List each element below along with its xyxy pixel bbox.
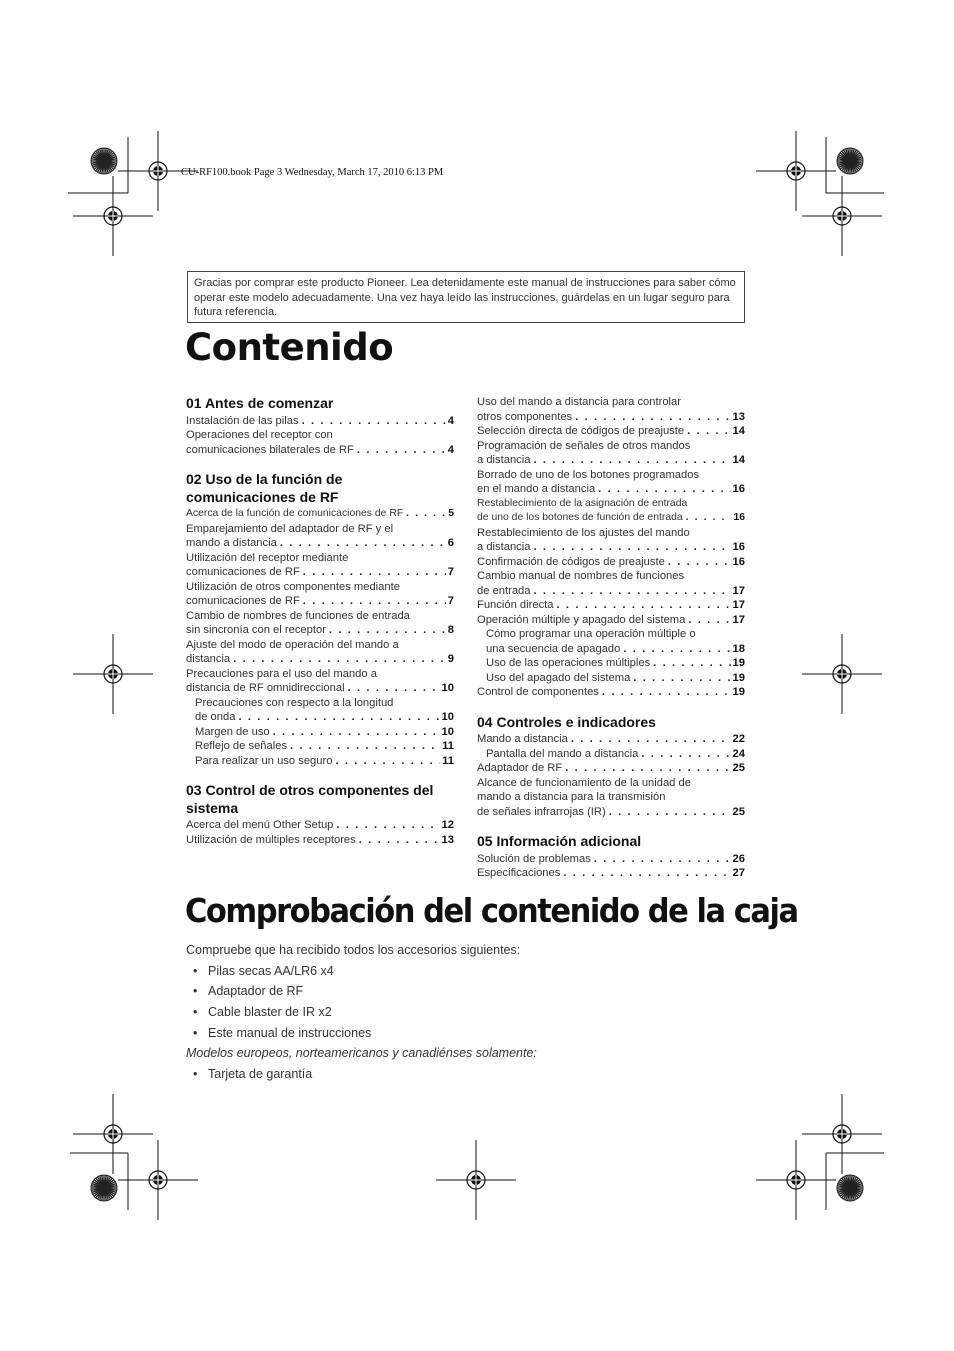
toc-entry (477, 685, 745, 700)
accessory-item: • Este manual de instrucciones (186, 1023, 746, 1044)
toc-page-number: 22 (732, 733, 745, 745)
toc-entry-text: Confirmación de códigos de preajuste (477, 555, 665, 568)
toc-page-number: 12 (441, 819, 454, 831)
toc-entry-text: Margen de uso (195, 725, 270, 738)
toc-entry-text: Control de componentes (477, 686, 599, 698)
toc-entry-line: Cambio manual de nombres de funciones (477, 570, 685, 582)
toc-entry (477, 747, 745, 762)
toc-entry-text: Mando a distancia (477, 733, 568, 745)
toc-entry-row (186, 623, 454, 638)
toc-entry-text: Pantalla del mando a distancia (486, 747, 639, 760)
accessory-list-extra (186, 1064, 746, 1085)
toc-leader-dots (630, 671, 730, 686)
toc-entry-row (186, 507, 454, 522)
toc-entry-row (195, 710, 454, 725)
toc-entry-line: mando a distancia para la transmisión (477, 791, 666, 803)
toc-leader-dots (665, 555, 731, 570)
toc-page-number: 11 (442, 754, 454, 767)
toc-entry-row (486, 642, 745, 657)
toc-entry-text: Operación múltiple y apagado del sistema (477, 613, 686, 626)
toc-section-heading: 05 Información adicional (477, 833, 642, 849)
toc-page-number: 19 (732, 657, 745, 669)
toc-entry-row (195, 739, 454, 754)
toc-entry-text: Acerca de la función de comunicaciones de RF (186, 508, 404, 519)
box-contents-intro: Compruebe que ha recibido todos los accesorios siguientes: (186, 943, 521, 957)
toc-entry-row (477, 555, 745, 570)
toc-entry-line: Cambio de nombres de funciones de entrada (186, 609, 410, 622)
toc-entry (186, 522, 454, 551)
toc-page-number: 16 (732, 541, 745, 553)
toc-entry-text: comunicaciones de RF (186, 595, 300, 607)
accessory-list (186, 961, 746, 1044)
toc-entry (186, 638, 454, 667)
toc-page-number: 24 (732, 747, 745, 760)
toc-leader-dots (287, 739, 440, 754)
toc-entry (186, 428, 454, 457)
toc-entry-line: Operaciones del receptor con (186, 429, 333, 441)
toc-entry-row (477, 866, 745, 881)
toc-page-number: 11 (442, 740, 454, 752)
toc-entry-row (477, 598, 745, 613)
toc-entry-text: Utilización de múltiples receptores (186, 833, 356, 846)
toc-entry (186, 818, 454, 833)
toc-entry (477, 439, 745, 468)
toc-entry (186, 739, 454, 754)
toc-entry (477, 569, 745, 598)
toc-page-number: 18 (732, 642, 745, 655)
contents-title: Contenido (185, 326, 394, 369)
toc-page-number: 19 (732, 686, 745, 698)
toc-entry (186, 696, 454, 725)
toc-section-heading: 01 Antes de comenzar (186, 395, 334, 411)
toc-page-number: 10 (441, 711, 454, 723)
toc-entry-row (186, 443, 454, 458)
toc-leader-dots (591, 852, 731, 867)
toc-entry-row (477, 685, 745, 700)
toc-entry (186, 580, 454, 609)
toc-leader-dots (685, 613, 730, 628)
toc-entry-text: Selección directa de códigos de preajuste (477, 425, 685, 437)
toc-leader-dots (684, 424, 730, 439)
toc-leader-dots (235, 710, 439, 725)
toc-leader-dots (277, 536, 446, 551)
toc-entry (186, 667, 454, 696)
toc-entry-row (477, 410, 745, 425)
toc-entry-line: Precauciones para el uso del mando a (186, 667, 377, 680)
toc-entry-line: Restablecimiento de la asignación de entrada (477, 497, 688, 509)
toc-entry-line: Cómo programar una operación múltiple o (486, 628, 696, 640)
toc-entry-row (477, 511, 745, 526)
toc-entry-text: Función directa (477, 599, 554, 611)
toc-page-number: 4 (447, 443, 454, 456)
toc-entry (477, 395, 745, 424)
toc-page-number: 13 (732, 410, 745, 423)
toc-page-number: 14 (732, 454, 745, 466)
toc-entry (186, 609, 454, 638)
toc-page-number: 7 (447, 566, 454, 578)
toc-page-number: 17 (732, 584, 745, 597)
toc-leader-dots (531, 540, 731, 555)
toc-entry-text: sin sincronía con el receptor (186, 624, 326, 636)
toc-entry-row (186, 536, 454, 551)
toc-leader-dots (599, 685, 731, 700)
toc-entry-row (477, 482, 745, 497)
toc-entry-text: Acerca del menú Other Setup (186, 819, 334, 831)
toc-entry-line: Alcance de funcionamiento de la unidad de (477, 776, 691, 789)
toc-entry-row (486, 671, 745, 686)
toc-entry-line: Emparejamiento del adaptador de RF y el (186, 522, 394, 535)
toc-entry-text: Instalación de las pilas (186, 414, 299, 427)
toc-entry-line: Restablecimiento de los ajustes del mando (477, 526, 690, 539)
toc-page-number: 8 (447, 624, 454, 636)
toc-entry (477, 598, 745, 613)
box-contents-section (186, 940, 746, 1085)
toc-entry (477, 761, 745, 776)
toc-entry-text: de uno de los botones de función de entrada (477, 512, 683, 523)
toc-entry (477, 671, 745, 686)
toc-entry-row (486, 747, 745, 762)
toc-page-number: 27 (732, 867, 745, 879)
toc-section-heading: 03 Control de otros componentes del sistema (186, 782, 434, 816)
toc-page-number: 7 (447, 595, 454, 607)
toc-leader-dots (531, 453, 731, 468)
toc-entry (477, 656, 745, 671)
toc-leader-dots (333, 818, 439, 833)
toc-leader-dots (572, 410, 730, 425)
toc-entry (477, 424, 745, 439)
starburst-icon (848, 1186, 852, 1190)
toc-page-number: 14 (732, 425, 745, 437)
toc-page-number: 17 (732, 613, 745, 626)
toc-leader-dots (403, 507, 446, 522)
toc-leader-dots (300, 594, 446, 609)
toc-leader-dots (568, 732, 731, 747)
toc-leader-dots (299, 414, 446, 429)
toc-entry-row (477, 613, 745, 628)
toc-entry-line: Uso del mando a distancia para controlar (477, 396, 681, 408)
toc-entry-text: Adaptador de RF (477, 762, 563, 774)
toc-leader-dots (332, 754, 440, 769)
toc-page-number: 25 (732, 762, 745, 774)
toc-entry-row (186, 594, 454, 609)
accessory-item: • Tarjeta de garantía (186, 1064, 746, 1085)
toc-entry-row (477, 852, 745, 867)
toc-page-number: 16 (733, 512, 745, 523)
toc-entry-text: Solución de problemas (477, 852, 591, 865)
toc-leader-dots (650, 656, 730, 671)
toc-entry-row (486, 656, 745, 671)
toc-entry-text: Uso del apagado del sistema (486, 671, 631, 684)
toc-entry-row (186, 818, 454, 833)
toc-leader-dots (345, 681, 440, 696)
toc-leader-dots (230, 652, 446, 667)
toc-leader-dots (638, 747, 730, 762)
toc-entry (477, 526, 745, 555)
toc-entry-text: de onda (195, 711, 236, 723)
toc-entry-row (186, 652, 454, 667)
toc-page-number: 6 (447, 537, 454, 549)
toc-page-number: 16 (732, 555, 745, 568)
toc-leader-dots (270, 725, 440, 740)
toc-entry-text: una secuencia de apagado (486, 642, 621, 655)
toc-entry (477, 852, 745, 867)
toc-entry-row (477, 584, 745, 599)
toc-page-number: 10 (441, 682, 454, 694)
toc-entry-line: Utilización de otros componentes mediante (186, 580, 400, 593)
toc-leader-dots (554, 598, 731, 613)
toc-leader-dots (620, 642, 730, 657)
toc-left-column (186, 395, 454, 847)
toc-leader-dots (683, 511, 732, 526)
toc-entry (186, 507, 454, 522)
toc-leader-dots (595, 482, 730, 497)
accessory-item: • Pilas secas AA/LR6 x4 (186, 961, 746, 982)
toc-entry-text: de señales infrarrojas (IR) (477, 805, 606, 818)
toc-entry-line: Ajuste del modo de operación del mando a (186, 638, 399, 651)
toc-leader-dots (354, 443, 446, 458)
toc-entry (477, 732, 745, 747)
toc-entry-text: a distancia (477, 541, 531, 553)
toc-entry-text: en el mando a distancia (477, 483, 596, 495)
toc-entry-text: comunicaciones bilaterales de RF (186, 443, 354, 456)
toc-page-number: 25 (732, 805, 745, 818)
toc-entry-line: Utilización del receptor mediante (186, 551, 349, 564)
toc-leader-dots (300, 565, 446, 580)
toc-entry-row (186, 565, 454, 580)
toc-right-column (477, 395, 745, 881)
toc-leader-dots (531, 584, 731, 599)
toc-entry (186, 725, 454, 740)
intro-notice-box: Gracias por comprar este producto Pioneer. Lea detenidamente este manual de instrucciones para saber cómo operar este modelo adecuadamente. Una vez haya leído las instrucciones, guárdelas en un lugar seguro para futura referencia. (187, 271, 745, 323)
toc-page-number: 26 (732, 852, 745, 865)
toc-entry (477, 555, 745, 570)
toc-entry-row (477, 424, 745, 439)
starburst-icon (102, 1186, 106, 1190)
toc-entry-row (477, 761, 745, 776)
toc-section-heading: 04 Controles e indicadores (477, 713, 656, 730)
toc-leader-dots (560, 866, 730, 881)
toc-page-number: 9 (447, 653, 454, 665)
toc-leader-dots (606, 805, 731, 820)
toc-entry-text: de entrada (477, 584, 531, 597)
toc-leader-dots (326, 623, 446, 638)
toc-entry-row (195, 725, 454, 740)
print-header-line: CU-RF100.book Page 3 Wednesday, March 17, 2010 6:13 PM (181, 167, 444, 178)
toc-entry-text: otros componentes (477, 410, 573, 423)
starburst-icon (848, 159, 852, 163)
toc-entry-row (186, 414, 454, 429)
toc-page-number: 4 (447, 414, 454, 427)
toc-entry-line: Programación de señales de otros mandos (477, 439, 691, 452)
toc-entry-row (186, 833, 454, 848)
toc-entry-text: distancia de RF omnidireccional (186, 682, 345, 694)
toc-leader-dots (356, 833, 440, 848)
toc-page-number: 16 (732, 483, 745, 495)
toc-entry-row (195, 754, 454, 769)
toc-entry (186, 551, 454, 580)
toc-page-number: 17 (732, 599, 745, 611)
toc-entry-text: distancia (186, 653, 231, 665)
toc-entry-text: Reflejo de señales (195, 740, 288, 752)
toc-entry (477, 468, 745, 497)
toc-section-heading: 02 Uso de la función de comunicaciones de RF (186, 471, 343, 505)
toc-page-number: 13 (441, 833, 454, 846)
toc-entry (186, 414, 454, 429)
toc-page-number: 19 (732, 671, 745, 684)
toc-page-number: 5 (448, 508, 454, 519)
toc-entry-text: Uso de las operaciones múltiples (486, 657, 651, 669)
toc-entry (186, 833, 454, 848)
toc-entry (477, 776, 745, 820)
box-contents-title: Comprobación del contenido de la caja (185, 891, 798, 930)
accessory-item: • Adaptador de RF (186, 981, 746, 1002)
toc-entry (477, 866, 745, 881)
toc-entry-line: Borrado de uno de los botones programados (477, 468, 700, 481)
accessory-item: • Cable blaster de IR x2 (186, 1002, 746, 1023)
toc-leader-dots (562, 761, 730, 776)
toc-entry-text: a distancia (477, 454, 531, 466)
starburst-icon (102, 159, 106, 163)
toc-entry-text: comunicaciones de RF (186, 566, 300, 578)
toc-entry (477, 497, 745, 526)
toc-entry (477, 613, 745, 628)
toc-entry-line: Precauciones con respecto a la longitud (195, 696, 394, 709)
toc-entry-row (477, 540, 745, 555)
toc-entry-text: mando a distancia (186, 537, 277, 549)
toc-entry-row (186, 681, 454, 696)
toc-entry-text: Para realizar un uso seguro (195, 754, 333, 767)
toc-page-number: 10 (441, 725, 454, 738)
toc-entry (477, 627, 745, 656)
regional-note: Modelos europeos, norteamericanos y canadiénses solamente: (186, 1046, 537, 1061)
toc-entry-text: Especificaciones (477, 867, 561, 879)
toc-entry-row (477, 732, 745, 747)
toc-entry (186, 754, 454, 769)
toc-entry-row (477, 453, 745, 468)
toc-entry-row (477, 805, 745, 820)
